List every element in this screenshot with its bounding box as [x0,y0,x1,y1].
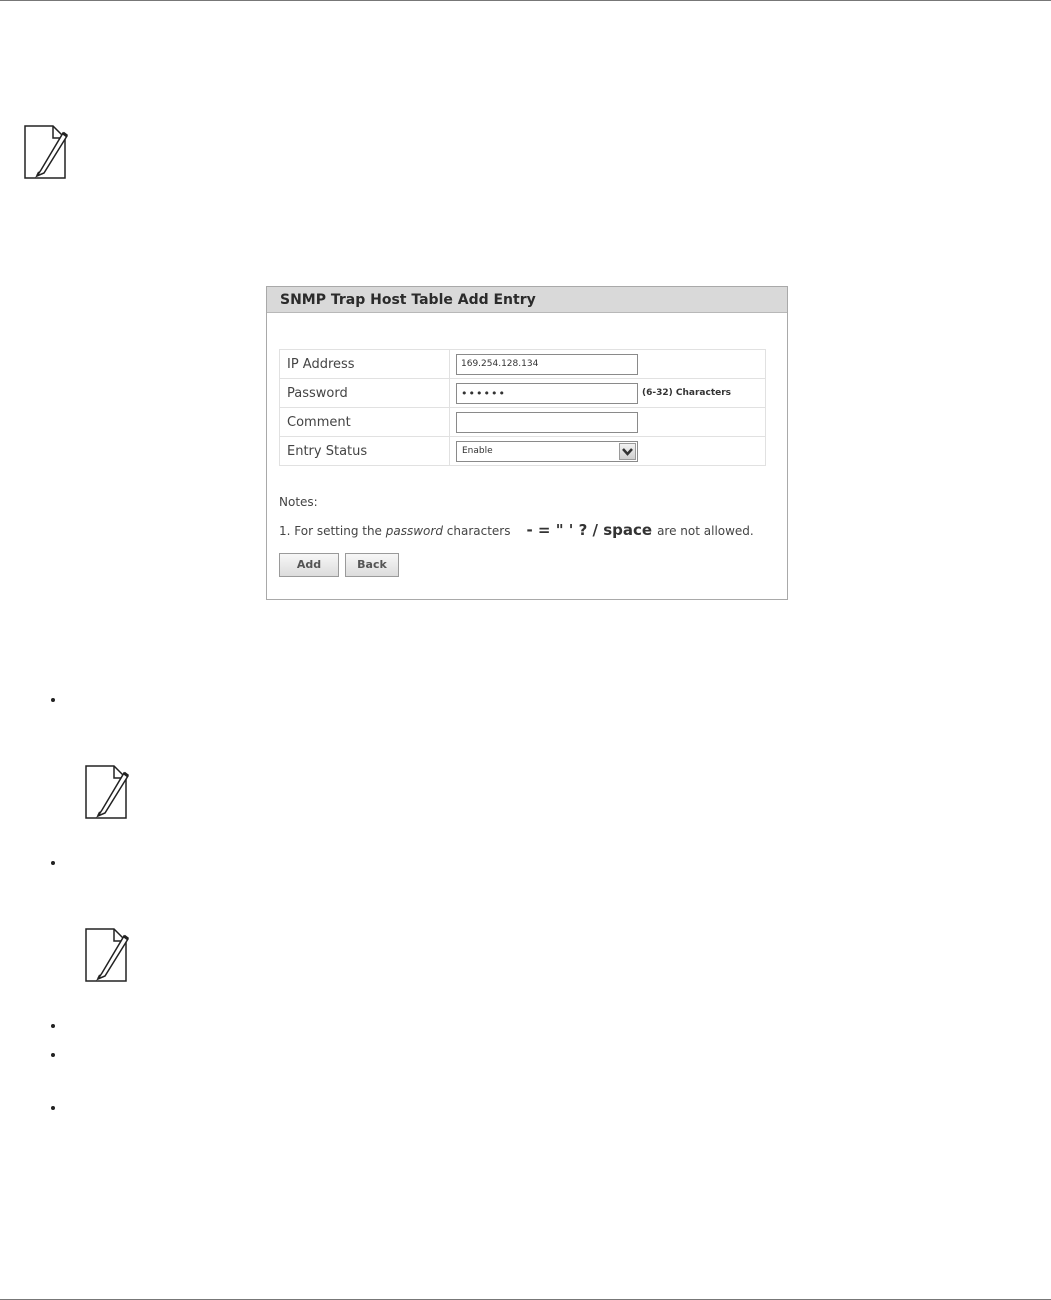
bullet-2 [51,861,55,865]
note-suffix: are not allowed. [657,524,754,538]
snmp-trap-host-dialog [266,286,788,600]
form-row-password [280,379,766,408]
form-row-entry-status [280,437,766,466]
note-pencil-icon [84,927,128,983]
password-input[interactable]: •••••• [456,383,638,404]
entry-status-selected: Enable [462,445,493,456]
comment-label: Comment [280,408,450,437]
password-label: Password [280,379,450,408]
ip-address-input[interactable]: 169.254.128.134 [456,354,638,375]
note-forbidden-chars: - = " ' ? / space [526,521,653,539]
comment-input[interactable] [456,412,638,433]
ip-address-label: IP Address [280,350,450,379]
notes-label: Notes: [279,495,318,509]
note-prefix: 1. For setting the [279,524,386,538]
bullet-5 [51,1106,55,1110]
form-row-ip-address [280,350,766,379]
dialog-title: SNMP Trap Host Table Add Entry [267,287,787,313]
entry-form-table [279,349,766,466]
add-button[interactable]: Add [279,553,339,577]
top-rule [0,0,1051,1]
note-pencil-icon [84,764,128,820]
chevron-down-icon[interactable] [619,443,636,460]
entry-status-label: Entry Status [280,437,450,466]
note-mid: characters [442,524,511,538]
bullet-4 [51,1053,55,1057]
bullet-1 [51,698,55,702]
entry-status-select[interactable] [456,441,638,462]
note-pencil-icon [23,124,67,180]
back-button[interactable]: Back [345,553,399,577]
note-emphasis: password [385,524,443,538]
password-length-hint: (6-32) Characters [642,388,732,398]
form-row-comment [280,408,766,437]
password-note [279,521,754,539]
bullet-3 [51,1024,55,1028]
